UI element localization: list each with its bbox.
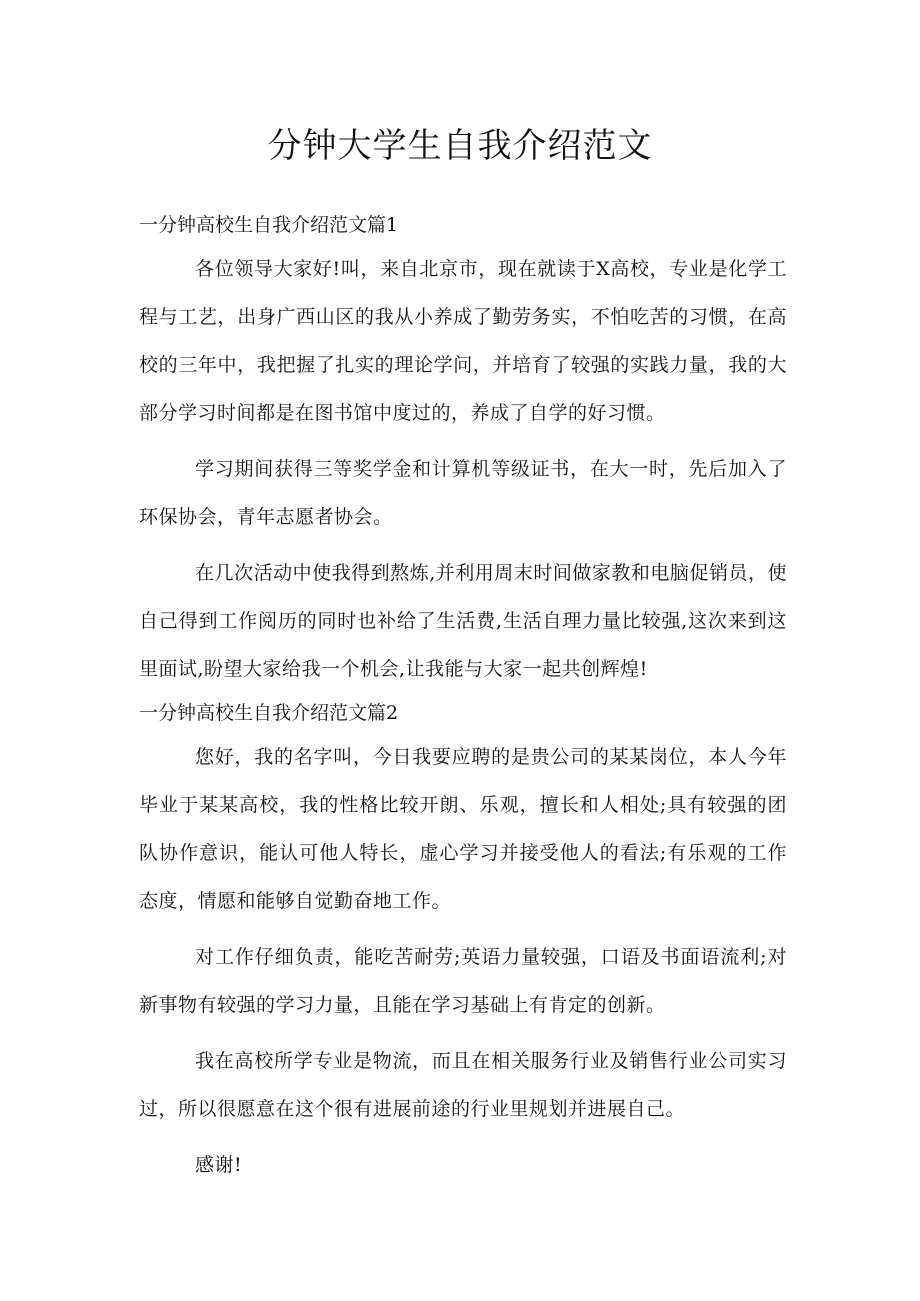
paragraph: 感谢! (195, 1154, 243, 1176)
document-body (139, 205, 787, 1197)
section-2 (139, 693, 787, 1189)
section-1 (139, 205, 787, 693)
paragraph: 对工作仔细负责，能吃苦耐劳;英语力量较强，口语及书面语流利;对新事物有较强的学习力量，且能在学习基础上有肯定的创新。 (139, 946, 787, 1016)
paragraph: 我在高校所学专业是物流，而且在相关服务行业及销售行业公司实习过，所以很愿意在这个很有进展前途的行业里规划并进展自己。 (139, 1050, 787, 1120)
paragraph: 在几次活动中使我得到熬炼,并利用周末时间做家教和电脑促销员，使自己得到工作阅历的同时也补给了生活费,生活自理力量比较强,这次来到这里面试,盼望大家给我一个机会,让我能与大家一起共创辉煌! (139, 562, 787, 680)
page-title: 分钟大学生自我介绍范文 (267, 126, 653, 166)
paragraph: 您好，我的名字叫，今日我要应聘的是贵公司的某某岗位，本人今年毕业于某某高校，我的性格比较开朗、乐观，擅长和人相处;具有较强的团队协作意识，能认可他人特长，虚心学习并接受他人的看法;有乐观的工作态度，情愿和能够自觉勤奋地工作。 (139, 746, 787, 912)
paragraph: 学习期间获得三等奖学金和计算机等级证书，在大一时，先后加入了环保协会，青年志愿者协会。 (139, 458, 787, 528)
section-heading: 一分钟高校生自我介绍范文篇2 (139, 702, 399, 724)
section-heading: 一分钟高校生自我介绍范文篇1 (139, 214, 399, 236)
paragraph: 各位领导大家好!叫，来自北京市，现在就读于X高校，专业是化学工程与工艺，出身广西山区的我从小养成了勤劳务实，不怕吃苦的习惯，在高校的三年中，我把握了扎实的理论学问，并培育了较强的实践力量，我的大部分学习时间都是在图书馆中度过的，养成了自学的好习惯。 (139, 258, 787, 424)
